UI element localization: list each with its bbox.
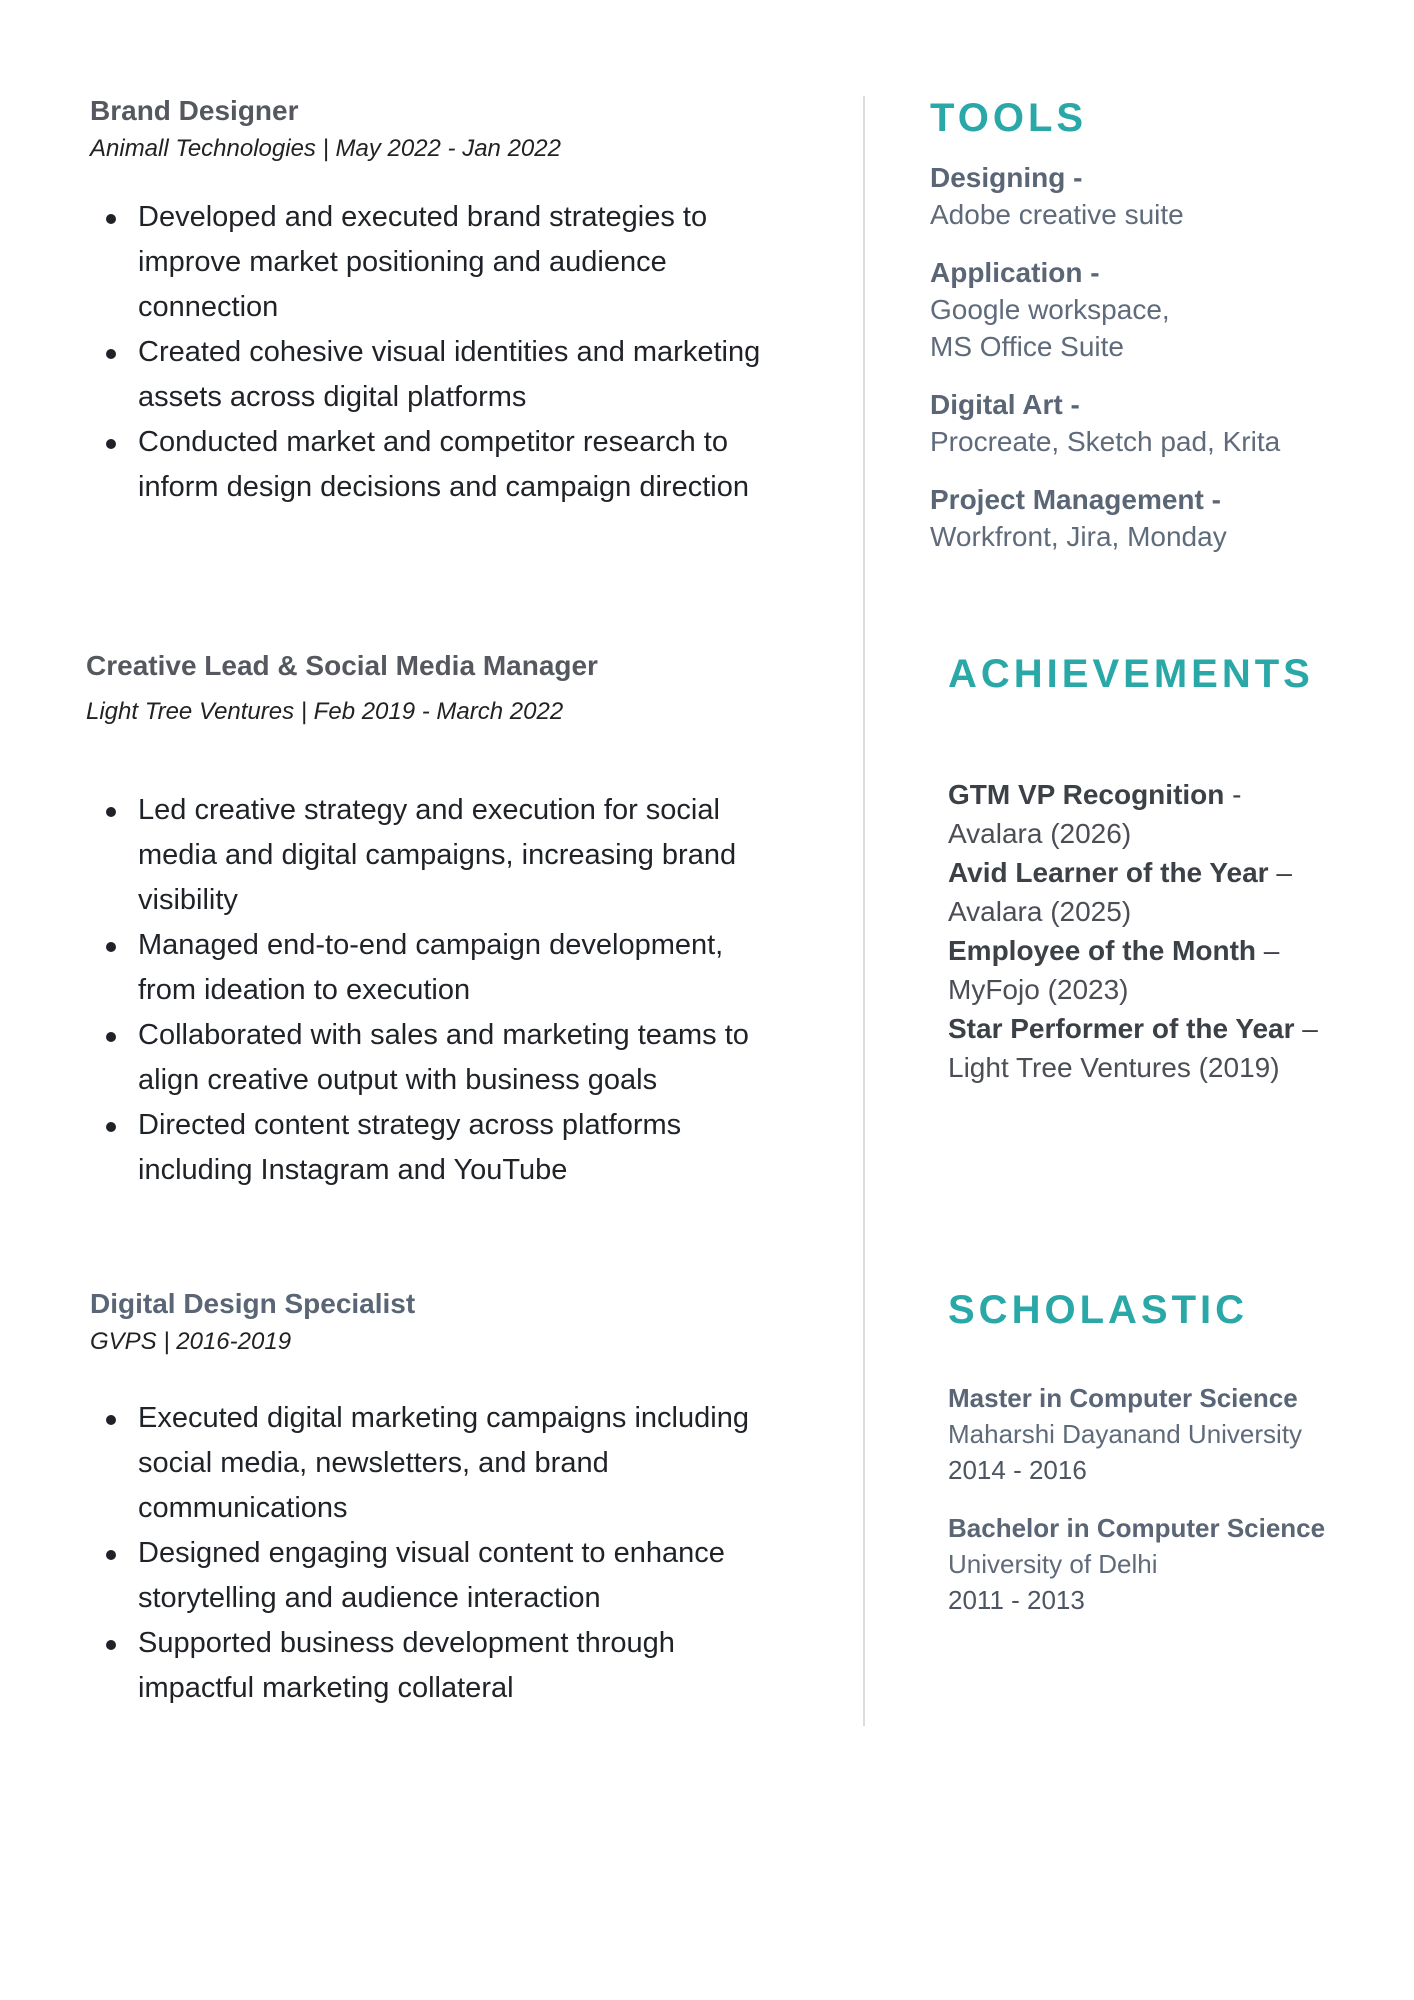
- tool-value: Procreate, Sketch pad, Krita: [930, 426, 1281, 457]
- job-bullets: [90, 195, 770, 510]
- tool-item: [930, 160, 1370, 233]
- tool-label: Application -: [930, 257, 1100, 288]
- job-meta: Animall Technologies | May 2022 - Jan 2022: [90, 135, 561, 162]
- job-bullets: [90, 1396, 780, 1711]
- tool-item: [930, 482, 1370, 555]
- tools-section: [930, 160, 1370, 577]
- tool-item: [930, 255, 1370, 365]
- achievement-org: MyFojo (2023): [948, 974, 1129, 1005]
- achievements-section: [948, 775, 1388, 1087]
- degree-item: [948, 1510, 1388, 1618]
- tools-heading: TOOLS: [930, 96, 1088, 140]
- achievement-item: [948, 853, 1388, 931]
- tool-value: Adobe creative suite: [930, 199, 1184, 230]
- job-digital-design-specialist: [90, 1288, 790, 1711]
- achievement-title: GTM VP Recognition: [948, 779, 1225, 810]
- achievement-title: Employee of the Month: [948, 935, 1256, 966]
- job-meta: Light Tree Ventures | Feb 2019 - March 2022: [86, 698, 564, 725]
- tool-label: Project Management -: [930, 484, 1221, 515]
- achievement-title: Star Performer of the Year: [948, 1013, 1295, 1044]
- degree-university: Maharshi Dayanand University: [948, 1419, 1303, 1449]
- tool-item: [930, 387, 1370, 460]
- bullet-item: Collaborated with sales and marketing teams to align creative output with business goals: [90, 1013, 780, 1103]
- scholastic-heading: SCHOLASTIC: [948, 1288, 1248, 1332]
- tool-value: Google workspace, MS Office Suite: [930, 294, 1170, 362]
- degree-name: Master in Computer Science: [948, 1383, 1298, 1413]
- achievement-org: Avalara (2026): [948, 818, 1132, 849]
- column-divider: [863, 96, 865, 1726]
- job-creative-lead: [86, 650, 786, 1193]
- tool-label: Digital Art -: [930, 389, 1080, 420]
- bullet-item: Designed engaging visual content to enhance storytelling and audience interaction: [90, 1531, 780, 1621]
- achievement-item: [948, 1009, 1388, 1087]
- degree-name: Bachelor in Computer Science: [948, 1513, 1326, 1543]
- job-bullets: [90, 788, 780, 1193]
- degree-years: 2011 - 2013: [948, 1585, 1085, 1615]
- achievement-item: [948, 931, 1388, 1009]
- achievement-org: Light Tree Ventures (2019): [948, 1052, 1280, 1083]
- degree-university: University of Delhi: [948, 1549, 1158, 1579]
- achievement-separator: -: [1224, 779, 1242, 810]
- bullet-item: Directed content strategy across platforms including Instagram and YouTube: [90, 1103, 780, 1193]
- achievement-title: Avid Learner of the Year: [948, 857, 1269, 888]
- achievements-heading: ACHIEVEMENTS: [948, 652, 1314, 696]
- scholastic-section: [948, 1380, 1388, 1640]
- achievement-separator: –: [1256, 935, 1280, 966]
- bullet-item: Managed end-to-end campaign development, from ideation to execution: [90, 923, 780, 1013]
- job-title: Brand Designer: [90, 95, 299, 126]
- achievement-separator: –: [1294, 1013, 1318, 1044]
- job-title: Creative Lead & Social Media Manager: [86, 650, 598, 681]
- bullet-item: Led creative strategy and execution for social media and digital campaigns, increasing brand visibility: [90, 788, 780, 923]
- bullet-item: Created cohesive visual identities and marketing assets across digital platforms: [90, 330, 770, 420]
- tool-value: Workfront, Jira, Monday: [930, 521, 1227, 552]
- bullet-item: Developed and executed brand strategies to improve market positioning and audience connection: [90, 195, 770, 330]
- achievement-separator: –: [1268, 857, 1292, 888]
- achievement-org: Avalara (2025): [948, 896, 1132, 927]
- bullet-item: Conducted market and competitor research to inform design decisions and campaign direction: [90, 420, 770, 510]
- degree-years: 2014 - 2016: [948, 1455, 1087, 1485]
- bullet-item: Executed digital marketing campaigns including social media, newsletters, and brand communications: [90, 1396, 780, 1531]
- bullet-item: Supported business development through impactful marketing collateral: [90, 1621, 780, 1711]
- tool-label: Designing -: [930, 162, 1083, 193]
- job-meta: GVPS | 2016-2019: [90, 1328, 292, 1355]
- achievement-item: [948, 775, 1388, 853]
- job-title: Digital Design Specialist: [90, 1288, 416, 1319]
- degree-item: [948, 1380, 1388, 1488]
- job-brand-designer: [90, 95, 790, 510]
